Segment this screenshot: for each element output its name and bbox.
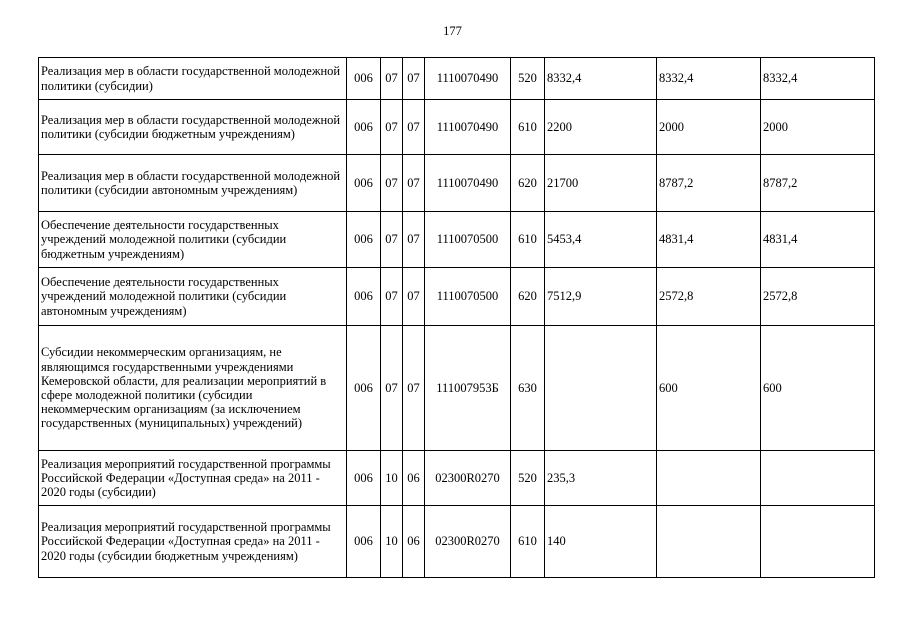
cell-name: Реализация мер в области государственной молодежной политики (субсидии) [39,58,347,100]
cell-amount-3 [761,451,875,506]
cell-expense-type: 610 [511,100,545,155]
cell-amount-2: 8332,4 [657,58,761,100]
cell-amount-2 [657,506,761,578]
cell-amount-3: 600 [761,326,875,451]
cell-amount-3: 2000 [761,100,875,155]
cell-target-article: 1110070500 [425,212,511,268]
cell-subsection: 07 [403,268,425,326]
cell-section: 07 [381,212,403,268]
cell-ministry: 006 [347,268,381,326]
cell-name: Реализация мер в области государственной молодежной политики (субсидии бюджетным учреждениям) [39,100,347,155]
cell-amount-1: 235,3 [545,451,657,506]
cell-amount-2: 4831,4 [657,212,761,268]
cell-amount-2: 2572,8 [657,268,761,326]
cell-amount-3: 8332,4 [761,58,875,100]
cell-amount-2: 8787,2 [657,155,761,212]
cell-subsection: 07 [403,100,425,155]
cell-section: 10 [381,451,403,506]
cell-name: Обеспечение деятельности государственных учреждений молодежной политики (субсидии бюджетным учреждениям) [39,212,347,268]
cell-amount-1: 140 [545,506,657,578]
cell-target-article: 1110070490 [425,58,511,100]
cell-expense-type: 620 [511,155,545,212]
cell-name: Реализация мероприятий государственной программы Российской Федерации «Доступная среда» на 2011 - 2020 годы (субсидии) [39,451,347,506]
table-row [39,58,875,100]
cell-ministry: 006 [347,58,381,100]
cell-amount-2: 600 [657,326,761,451]
cell-section: 07 [381,268,403,326]
cell-section: 07 [381,155,403,212]
table-row [39,506,875,578]
cell-expense-type: 610 [511,212,545,268]
cell-amount-1: 5453,4 [545,212,657,268]
cell-target-article: 02300R0270 [425,451,511,506]
cell-expense-type: 520 [511,58,545,100]
cell-expense-type: 630 [511,326,545,451]
cell-ministry: 006 [347,451,381,506]
cell-subsection: 06 [403,451,425,506]
cell-section: 07 [381,100,403,155]
cell-subsection: 07 [403,212,425,268]
cell-target-article: 111007953Б [425,326,511,451]
table-row [39,155,875,212]
cell-amount-1 [545,326,657,451]
cell-ministry: 006 [347,326,381,451]
cell-expense-type: 610 [511,506,545,578]
cell-ministry: 006 [347,155,381,212]
cell-amount-1: 8332,4 [545,58,657,100]
cell-target-article: 1110070500 [425,268,511,326]
cell-amount-2: 2000 [657,100,761,155]
cell-name: Обеспечение деятельности государственных учреждений молодежной политики (субсидии автономным учреждениям) [39,268,347,326]
cell-target-article: 1110070490 [425,100,511,155]
cell-ministry: 006 [347,212,381,268]
cell-name: Реализация мер в области государственной молодежной политики (субсидии автономным учреждениям) [39,155,347,212]
table-row [39,268,875,326]
cell-amount-3 [761,506,875,578]
table-row [39,100,875,155]
cell-amount-1: 2200 [545,100,657,155]
cell-name: Субсидии некоммерческим организациям, не являющимся государственными учреждениями Кемеровской области, для реализации мероприятий в сфере молодежной политики (субсидии некоммерческим организациям (за исключением государственных (муниципальных) учреждений) [39,326,347,451]
cell-amount-1: 21700 [545,155,657,212]
cell-amount-3: 4831,4 [761,212,875,268]
cell-ministry: 006 [347,100,381,155]
cell-amount-3: 2572,8 [761,268,875,326]
cell-target-article: 02300R0270 [425,506,511,578]
cell-target-article: 1110070490 [425,155,511,212]
page-number: 177 [443,24,462,38]
cell-amount-1: 7512,9 [545,268,657,326]
cell-amount-2 [657,451,761,506]
cell-expense-type: 620 [511,268,545,326]
cell-subsection: 07 [403,326,425,451]
table-row [39,451,875,506]
cell-expense-type: 520 [511,451,545,506]
cell-section: 07 [381,326,403,451]
cell-section: 10 [381,506,403,578]
cell-ministry: 006 [347,506,381,578]
cell-subsection: 07 [403,155,425,212]
cell-name: Реализация мероприятий государственной программы Российской Федерации «Доступная среда» на 2011 - 2020 годы (субсидии бюджетным учреждениям) [39,506,347,578]
table-row [39,212,875,268]
cell-amount-3: 8787,2 [761,155,875,212]
table-row [39,326,875,451]
cell-section: 07 [381,58,403,100]
cell-subsection: 07 [403,58,425,100]
cell-subsection: 06 [403,506,425,578]
budget-table [38,57,875,578]
